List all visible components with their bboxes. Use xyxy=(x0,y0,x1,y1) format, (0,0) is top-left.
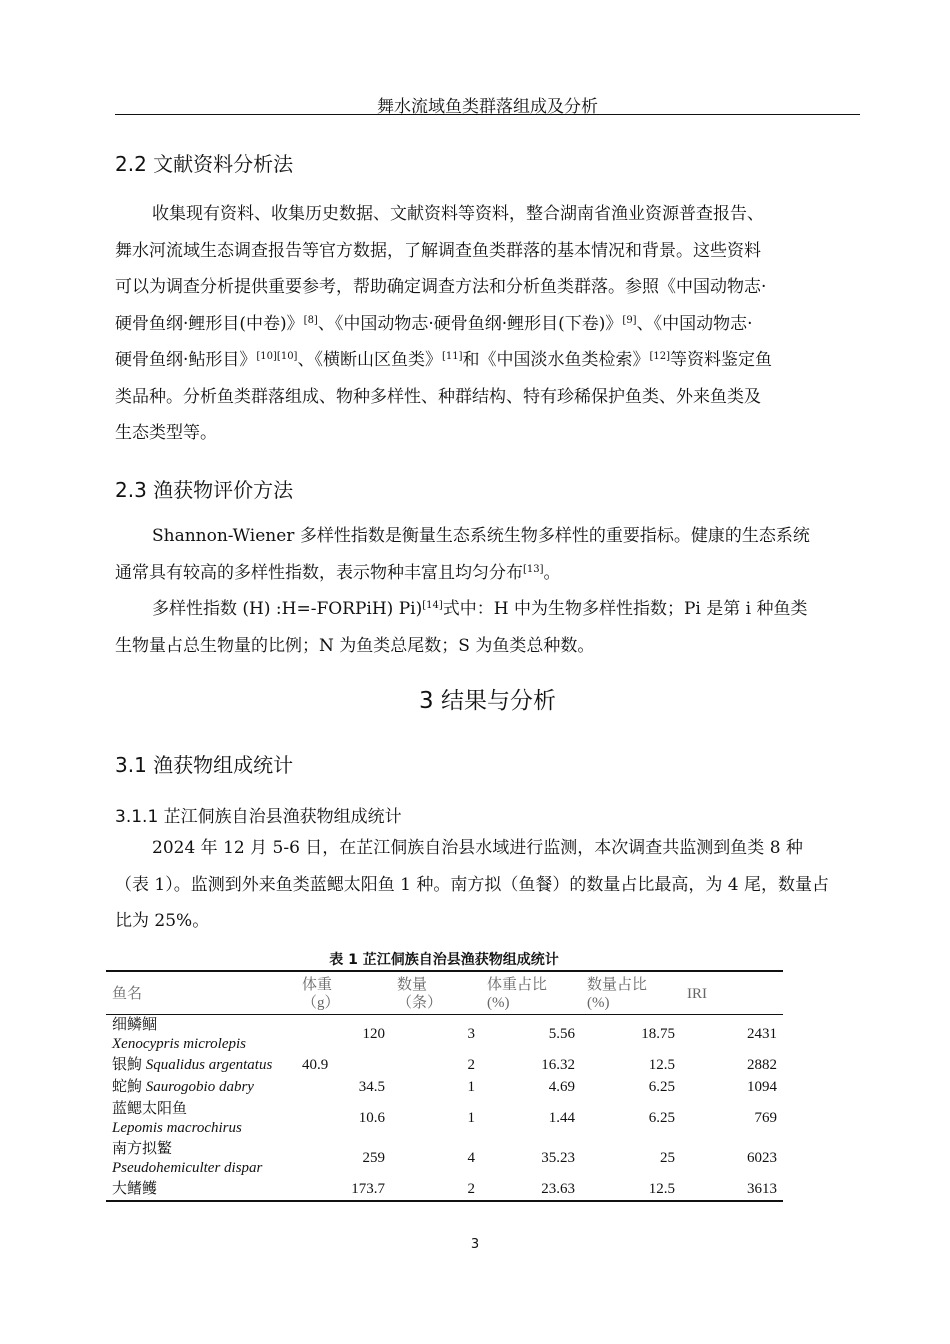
text-segment: 等资料鉴定鱼 xyxy=(670,350,773,370)
header-weight-line2: （g） xyxy=(302,995,340,1011)
chapter-3-title: 3 结果与分析 xyxy=(419,688,556,714)
count-cell: 2 xyxy=(467,1057,475,1073)
weight-pct-cell: 5.56 xyxy=(548,1026,575,1043)
citation-ref: [13] xyxy=(523,563,544,575)
citation-ref: [11] xyxy=(441,351,463,362)
text-line: （表 1）。监测到外来鱼类蓝鳃太阳鱼 1 种。南方拟（鱼餐）的数量占比最高，为 4 尾，数量占 xyxy=(115,874,829,895)
weight-pct-cell: 35.23 xyxy=(541,1150,575,1166)
fish-cn-name: 细鳞鲴 xyxy=(112,1016,158,1033)
weight-cell: 120 xyxy=(362,1026,385,1043)
text-line: Shannon-Wiener 多样性指数是衡量生态系统生物多样性的重要指标。健康的生态系统 xyxy=(152,526,810,546)
weight-cell: 10.6 xyxy=(358,1110,385,1126)
text-line xyxy=(115,306,860,343)
section-2-2-paragraph xyxy=(115,196,860,452)
weight-cell: 40.9 xyxy=(302,1057,329,1073)
iri-cell: 1094 xyxy=(747,1079,777,1095)
text-segment: 硬骨鱼纲·鲤形目(中卷)》 xyxy=(115,313,304,334)
fish-cn-name: 蓝鳃太阳鱼 xyxy=(112,1100,188,1117)
count-pct-cell: 25 xyxy=(660,1150,675,1166)
fish-latin-name: Xenocypris microlepis xyxy=(112,1035,246,1052)
table-row xyxy=(106,1015,783,1055)
page-number: 3 xyxy=(470,1237,480,1252)
table-row xyxy=(106,1099,783,1139)
fish-name-cell xyxy=(106,1179,296,1201)
text-line: 类品种。分析鱼类群落组成、物种多样性、种群结构、特有珍稀保护鱼类、外来鱼类及 xyxy=(115,386,761,407)
header-rule xyxy=(115,114,860,115)
fish-cn-name: 蛇鮈 xyxy=(112,1079,146,1095)
catch-composition-table xyxy=(106,970,783,1202)
count-pct-cell: 18.75 xyxy=(641,1026,675,1043)
header-weight-pct xyxy=(481,971,581,1015)
header-weight-line1: 体重 xyxy=(302,977,333,993)
header-count-line2: （条） xyxy=(397,995,443,1011)
fish-name-cell xyxy=(106,1055,296,1077)
weight-pct-cell: 1.44 xyxy=(548,1110,575,1126)
table-row xyxy=(106,1055,783,1077)
fish-cn-name: 大鳍鳠 xyxy=(112,1180,158,1197)
count-cell: 1 xyxy=(467,1110,475,1126)
weight-pct-cell: 4.69 xyxy=(548,1079,575,1095)
header-count-line1: 数量 xyxy=(397,977,428,993)
section-3-1-1-title: 3.1.1 芷江侗族自治县渔获物组成统计 xyxy=(115,807,402,827)
text-segment: 和《中国淡水鱼类检索》 xyxy=(462,350,650,370)
text-segment: 式中：H 中为生物多样性指数；Pi 是第 i 种鱼类 xyxy=(442,599,808,619)
header-wpct-line2: (%) xyxy=(487,995,510,1011)
count-pct-cell: 6.25 xyxy=(648,1079,675,1095)
header-npct-line2: (%) xyxy=(587,995,610,1011)
section-3-1-title: 3.1 渔获物组成统计 xyxy=(115,753,294,777)
fish-name-cell xyxy=(106,1077,296,1099)
citation-ref: [14] xyxy=(422,600,443,611)
section-2-3-title: 2.3 渔获物评价方法 xyxy=(115,478,294,502)
text-segment: 、《中国动物志· xyxy=(636,313,753,334)
count-cell: 3 xyxy=(467,1026,475,1043)
text-line: 2024 年 12 月 5-6 日，在芷江侗族自治县水域进行监测，本次调查共监测到鱼类 8 种 xyxy=(152,838,803,858)
table-caption: 表 1 芷江侗族自治县渔获物组成统计 xyxy=(329,952,559,968)
header-count-pct xyxy=(581,971,681,1015)
citation-ref: [9] xyxy=(622,314,637,326)
count-cell: 2 xyxy=(467,1180,475,1197)
count-pct-cell: 12.5 xyxy=(648,1057,675,1073)
fish-cn-name: 银鮈 xyxy=(112,1057,146,1073)
fish-cn-name: 南方拟鳘 xyxy=(112,1140,173,1157)
fish-latin-name: Squalidus argentatus xyxy=(145,1057,273,1073)
iri-cell: 6023 xyxy=(747,1150,777,1166)
text-line xyxy=(115,555,860,592)
table-row xyxy=(106,1139,783,1179)
fish-name-cell xyxy=(106,1099,296,1139)
iri-cell: 2882 xyxy=(747,1057,777,1073)
table-row xyxy=(106,1179,783,1201)
text-line xyxy=(115,591,860,628)
count-pct-cell: 6.25 xyxy=(648,1110,675,1126)
text-segment: 、《横断山区鱼类》 xyxy=(297,350,442,370)
fish-latin-name: Lepomis macrochirus xyxy=(112,1119,242,1136)
section-3-1-1-paragraph xyxy=(115,830,860,940)
fish-latin-name: Pseudohemiculter dispar xyxy=(112,1159,263,1176)
header-npct-line1: 数量占比 xyxy=(587,977,648,993)
running-header: 舞水流域鱼类群落组成及分析 xyxy=(377,97,598,117)
table-row xyxy=(106,1077,783,1099)
citation-ref: [12] xyxy=(649,351,671,362)
text-line xyxy=(115,342,860,379)
text-segment: 、《中国动物志·硬骨鱼纲·鲤形目(下卷)》 xyxy=(317,313,623,334)
table-header-row xyxy=(106,971,783,1015)
text-line: 比为 25%。 xyxy=(115,911,210,931)
text-segment: 硬骨鱼纲·鲇形目》 xyxy=(115,350,257,370)
section-2-3-paragraph xyxy=(115,518,860,664)
weight-pct-cell: 16.32 xyxy=(541,1057,575,1073)
fish-name-cell xyxy=(106,1139,296,1179)
citation-ref: [10][10] xyxy=(256,351,298,362)
text-line: 舞水河流域生态调查报告等官方数据，了解调查鱼类群落的基本情况和背景。这些资料 xyxy=(115,240,761,261)
header-name: 鱼名 xyxy=(112,986,143,1002)
fish-name-cell xyxy=(106,1015,296,1055)
text-line: 生态类型等。 xyxy=(115,423,217,443)
header-weight xyxy=(296,971,391,1015)
weight-cell: 259 xyxy=(362,1150,385,1166)
count-cell: 1 xyxy=(467,1079,475,1095)
iri-cell: 769 xyxy=(754,1110,777,1126)
weight-cell: 173.7 xyxy=(351,1180,385,1197)
text-segment: 。 xyxy=(543,562,561,583)
text-line: 生物量占总生物量的比例；N 为鱼类总尾数；S 为鱼类总种数。 xyxy=(115,635,595,656)
section-2-2-title: 2.2 文献资料分析法 xyxy=(115,152,294,176)
text-line: 收集现有资料、收集历史数据、文献资料等资料，整合湖南省渔业资源普查报告、 xyxy=(152,204,764,224)
header-count xyxy=(391,971,481,1015)
text-line: 可以为调查分析提供重要参考，帮助确定调查方法和分析鱼类群落。参照《中国动物志· xyxy=(115,277,767,297)
weight-pct-cell: 23.63 xyxy=(541,1180,575,1197)
citation-ref: [8] xyxy=(303,314,318,326)
formula-text: 多样性指数 (H) :H=-FORPiH) Pi) xyxy=(152,599,423,619)
text-segment: 通常具有较高的多样性指数，表示物种丰富且均匀分布 xyxy=(115,562,523,583)
count-pct-cell: 12.5 xyxy=(648,1180,675,1197)
iri-cell: 3613 xyxy=(747,1180,777,1197)
header-wpct-line1: 体重占比 xyxy=(487,977,548,993)
header-iri: IRI xyxy=(687,986,707,1002)
weight-cell: 34.5 xyxy=(358,1079,385,1095)
iri-cell: 2431 xyxy=(747,1026,777,1043)
count-cell: 4 xyxy=(467,1150,475,1166)
fish-latin-name: Saurogobio dabry xyxy=(145,1079,254,1095)
